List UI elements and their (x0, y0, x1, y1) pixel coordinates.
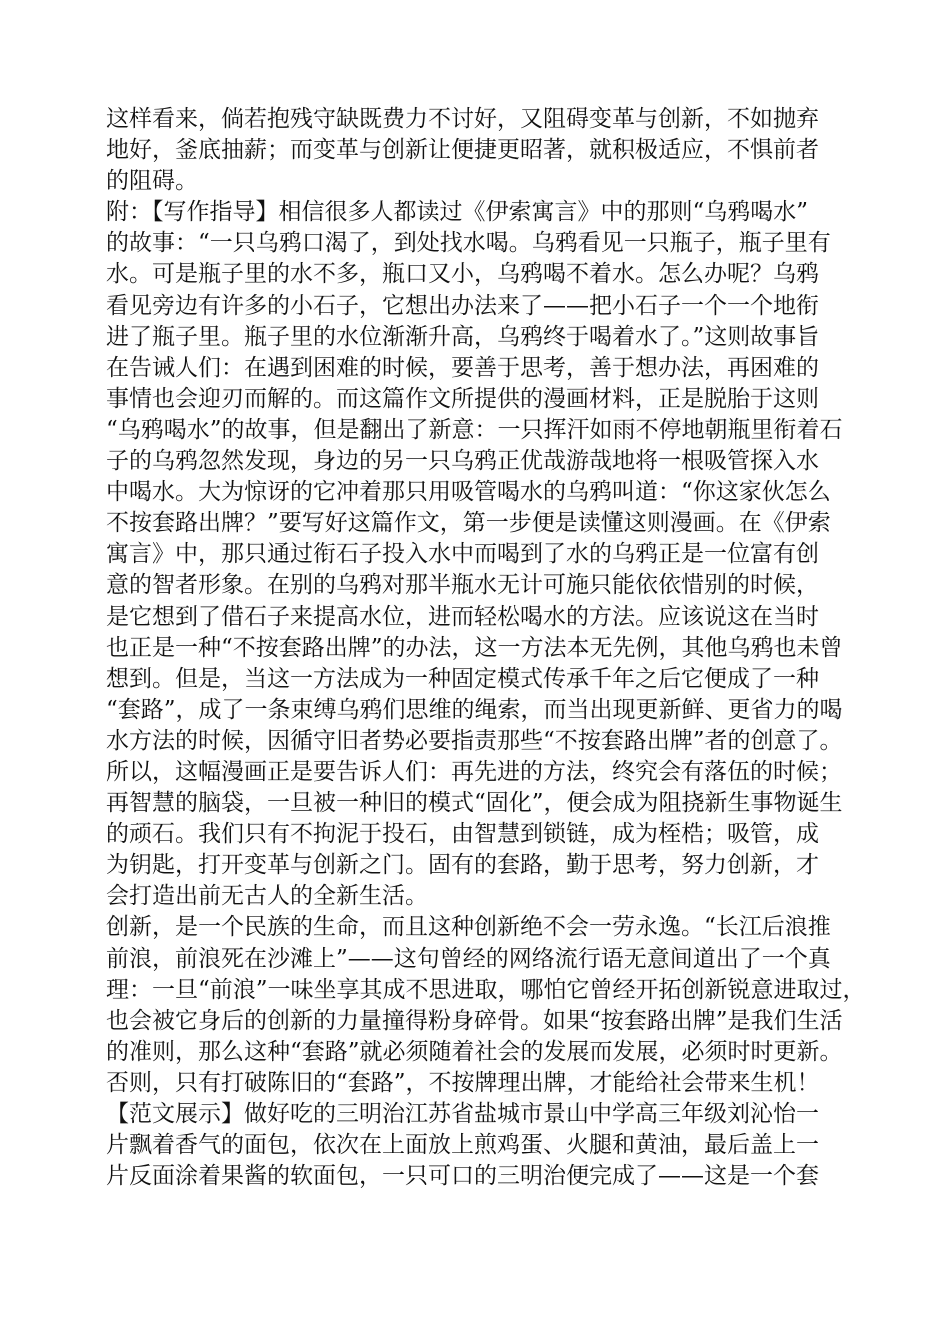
text-line: 片反面涂着果酱的软面包，一只可口的三明治便完成了——这是一个套 (106, 1163, 819, 1190)
text-line: 的顽石。我们只有不拘泥于投石，由智慧到锁链，成为桎梏；吸管，成 (106, 821, 819, 848)
text-line: 意的智者形象。在别的乌鸦对那半瓶水无计可施只能依依惜别的时候， (106, 572, 819, 599)
text-line: 也正是一种“不按套路出牌”的办法，这一方法本无先例，其他乌鸦也未曾 (106, 634, 843, 661)
text-line: 的准则，那么这种“套路”就必须随着社会的发展而发展，必须时时更新。 (106, 1038, 843, 1065)
text-line: 看见旁边有许多的小石子，它想出办法来了——把小石子一个一个地衔 (106, 292, 819, 319)
text-line: 子的乌鸦忽然发现，身边的另一只乌鸦正优哉游哉地将一根吸管探入水 (106, 448, 819, 475)
text-line: 附：【写作指导】相信很多人都读过《伊索寓言》中的那则“乌鸦喝水” (106, 199, 809, 226)
text-line: 创新，是一个民族的生命，而且这种创新绝不会一劳永逸。“长江后浪推 (106, 914, 831, 941)
text-line: 地好，釜底抽薪；而变革与创新让便捷更昭著，就积极适应，不惧前者 (106, 137, 819, 164)
text-line: 寓言》中，那只通过衔石子投入水中而喝到了水的乌鸦正是一位富有创 (106, 541, 819, 568)
text-line: 【范文展示】做好吃的三明治江苏省盐城市景山中学高三年级刘沁怡一 (106, 1101, 819, 1127)
text-line: 想到。但是，当这一方法成为一种固定模式传承千年之后它便成了一种 (106, 665, 819, 692)
text-line: 前浪，前浪死在沙滩上”——这句曾经的网络流行语无意间道出了一个真 (106, 945, 831, 972)
text-line: 中喝水。大为惊讶的它冲着那只用吸管喝水的乌鸦叫道：“你这家伙怎么 (106, 479, 831, 506)
text-line: 水。可是瓶子里的水不多，瓶口又小，乌鸦喝不着水。怎么办呢？乌鸦 (106, 261, 819, 288)
text-line: 是它想到了借石子来提高水位，进而轻松喝水的方法。应该说这在当时 (106, 603, 819, 630)
text-line: 事情也会迎刃而解的。而这篇作文所提供的漫画材料，正是脱胎于这则 (106, 385, 819, 412)
text-line: 也会被它身后的创新的力量撞得粉身碎骨。如果“按套路出牌”是我们生活 (106, 1007, 843, 1034)
text-line: 在告诫人们：在遇到困难的时候，要善于思考，善于想办法，再困难的 (106, 354, 819, 381)
text-line: “乌鸦喝水”的故事，但是翻出了新意：一只挥汗如雨不停地朝瓶里衔着石 (106, 416, 843, 443)
text-line: 所以，这幅漫画正是要告诉人们：再先进的方法，终究会有落伍的时候； (106, 758, 842, 785)
text-line: 再智慧的脑袋，一旦被一种旧的模式“固化”，便会成为阻挠新生事物诞生 (106, 790, 843, 817)
text-line: 的故事：“一只乌鸦口渴了，到处找水喝。乌鸦看见一只瓶子，瓶子里有 (106, 230, 831, 257)
body-text (106, 104, 866, 1192)
text-line: “套路”，成了一条束缚乌鸦们思维的绳索，而当出现更新鲜、更省力的喝 (106, 696, 843, 723)
text-line: 不按套路出牌？”要写好这篇作文，第一步便是读懂这则漫画。在《伊索 (106, 510, 831, 537)
text-line: 片飘着香气的面包，依次在上面放上煎鸡蛋、火腿和黄油，最后盖上一 (106, 1132, 819, 1159)
text-line: 会打造出前无古人的全新生活。 (106, 883, 428, 910)
text-line: 水方法的时候，因循守旧者势必要指责那些“不按套路出牌”者的创意了。 (106, 727, 843, 754)
text-line: 这样看来，倘若抱残守缺既费力不讨好，又阻碍变革与创新，不如抛弃 (106, 106, 819, 132)
text-line: 为钥匙，打开变革与创新之门。固有的套路，勤于思考，努力创新，才 (106, 852, 819, 879)
text-line: 否则，只有打破陈旧的“套路”，不按牌理出牌，才能给社会带来生机！ (106, 1069, 820, 1096)
text-line: 的阻碍。 (106, 168, 198, 195)
text-line: 进了瓶子里。瓶子里的水位渐渐升高，乌鸦终于喝着水了。”这则故事旨 (106, 323, 820, 350)
text-line: 理：一旦“前浪”一味坐享其成不思进取，哪怕它曾经开拓创新锐意进取过， (106, 976, 866, 1003)
